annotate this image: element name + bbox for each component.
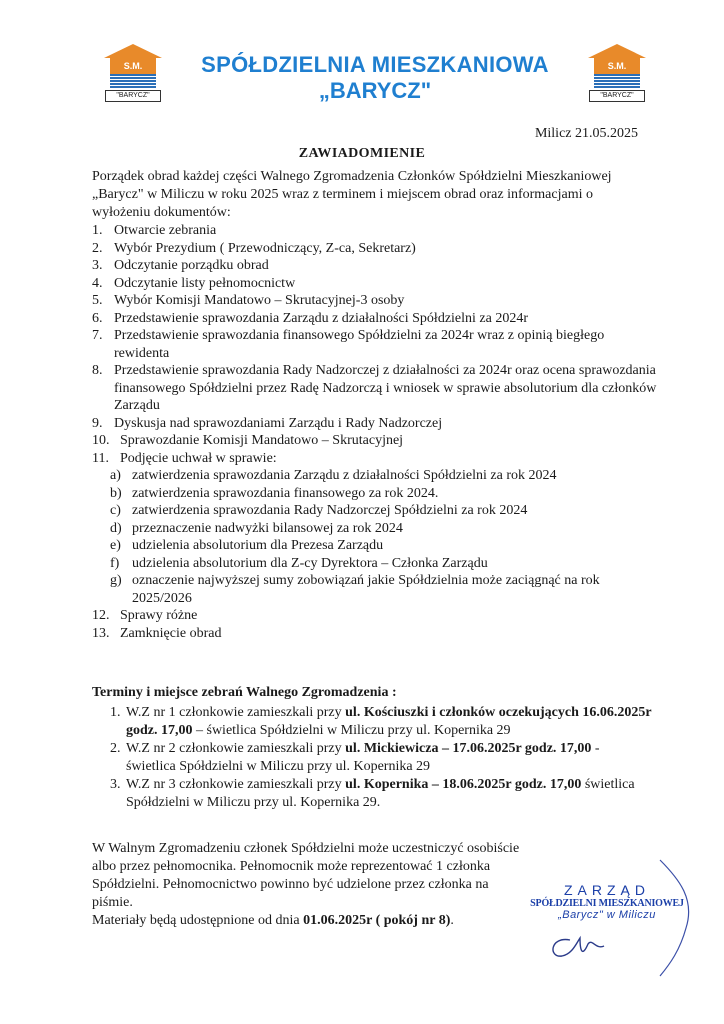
logo-initials: S.M. (594, 58, 640, 74)
closing-paragraph: W Walnym Zgromadzeniu członek Spółdzielni może uczestniczyć osobiście albo przez pełnomocnika. Pełnomocnik może reprezentować 1 członka Spółdzielni. Pełnomocnictwo powinno być udzielone przez członka na piśmie. Materiały będą udostępnione od dnia 01.06.2025r ( pokój nr 8). (92, 841, 520, 928)
terms-list (92, 704, 652, 812)
letterhead (150, 52, 600, 104)
closing-text: W Walnym Zgromadzeniu członek Spółdzielni może uczestniczyć osobiście albo przez pełnomocnika. Pełnomocnik może reprezentować 1 członka Spółdzielni. Pełnomocnictwo powinno być udzielone przez członka na piśmie. (92, 841, 520, 910)
agenda-item: 10. Sprawozdanie Komisji Mandatowo – Skrutacyjnej (92, 433, 404, 448)
terms-heading: Terminy i miejsce zebrań Walnego Zgromadzenia : (92, 685, 397, 700)
resolution-item: f) udzielenia absolutorium dla Z-cy Dyrektora – Członka Zarządu (110, 555, 488, 571)
stamp-line3: „Barycz" w Miliczu (558, 909, 656, 921)
agenda-item: 13. Zamknięcie obrad (92, 625, 222, 641)
agenda-item: 2. Wybór Prezydium ( Przewodniczący, Z-ca, Sekretarz) (92, 240, 416, 256)
stamp-line1: ZARZĄD (564, 882, 650, 898)
letterhead-line1: SPÓŁDZIELNIA MIESZKANIOWA (201, 52, 549, 77)
agenda-item: 1. Otwarcie zebrania (92, 223, 217, 238)
terms-item: 3. W.Z nr 3 członkowie zamieszkali przy ul. Kopernika – 18.06.2025r godz. 17,00 świetlica Spółdzielni w Miliczu przy ul. Kopernika 29. (110, 777, 635, 810)
resolution-item: e) udzielenia absolutorium dla Prezesa Zarządu (110, 538, 384, 553)
agenda-item: 8. Przedstawienie sprawozdania Rady Nadzorczej z działalności za 2024r oraz ocena sprawozdania finansowego Spółdzielni przez Radę Nadzorczą i wniosek w sprawie absolutorium dla członków Zarządu (92, 363, 657, 413)
logo-name: "BARYCZ" (589, 90, 645, 102)
resolution-item: c) zatwierdzenia sprawozdania Rady Nadzorczej Spółdzielni za rok 2024 (110, 503, 528, 518)
terms-item: 1. W.Z nr 1 członkowie zamieszkali przy ul. Kościuszki i członków oczekujących 16.06.2025r godz. 17,00 – świetlica Spółdzielni w Miliczu przy ul. Kopernika 29 (110, 705, 652, 738)
agenda-item: 7. Przedstawienie sprawozdania finansowego Spółdzielni za 2024r wraz z opinią biegłego rewidenta (92, 328, 605, 361)
letterhead-line2: „BARYCZ" (318, 78, 432, 103)
resolution-item: d) przeznaczenie nadwyżki bilansowej za rok 2024 (110, 520, 403, 536)
materials-date: 01.06.2025r ( pokój nr 8) (303, 913, 451, 928)
resolution-item: a) zatwierdzenia sprawozdania Zarządu z działalności Spółdzielni za rok 2024 (110, 468, 557, 483)
stamp (522, 882, 692, 921)
agenda-item: 11. Podjęcie uchwał w sprawie: a) zatwierdzenia sprawozdania Zarządu z działalności Spółdzielni za rok 2024 b) zatwierdzenia sprawozdania finansowego za rok 2024. c) zatwierdzenia sprawozdania Rady Nadzorczej Spółdzielni za rok 2024 d) przeznaczenie nadwyżki bilansowej za rok 2024 e) udzielenia absolutorium dla Prezesa Zarządu f) udzielenia absolutorium dla Z-cy Dyrektora – Członka Zarządu g) oznaczenie najwyższej sumy zobowiązań jakie Spółdzielnia może zaciągnąć na rok 2025/2026 (92, 450, 662, 608)
stamp-line2: SPÓŁDZIELNI MIESZKANIOWEJ (530, 898, 684, 909)
agenda-list (92, 222, 662, 642)
resolutions-list (92, 467, 662, 607)
agenda-item: 9. Dyskusja nad sprawozdaniami Zarządu i Rady Nadzorczej (92, 415, 443, 431)
resolution-item: b) zatwierdzenia sprawozdania finansowego za rok 2024. (110, 485, 439, 501)
agenda-item: 12. Sprawy różne (92, 608, 198, 623)
document-title: ZAWIADOMIENIE (298, 146, 426, 161)
intro-paragraph: Porządek obrad każdej części Walnego Zgromadzenia Członków Spółdzielni Mieszkaniowej „Barycz" w Miliczu w roku 2025 wraz z terminem i miejscem obrad oraz informacjami o wyłożeniu dokumentów: (92, 169, 612, 220)
document-date: Milicz 21.05.2025 (534, 126, 638, 141)
resolution-item: g) oznaczenie najwyższej sumy zobowiązań jakie Spółdzielnia może zaciągnąć na rok 2025/2026 (110, 573, 600, 606)
agenda-item: 4. Odczytanie listy pełnomocnictw (92, 275, 296, 291)
meeting-terms (92, 684, 652, 812)
terms-item: 2. W.Z nr 2 członkowie zamieszkali przy ul. Mickiewicza – 17.06.2025r godz. 17,00 - świetlica Spółdzielni w Miliczu przy ul. Kopernika 29 (110, 741, 600, 774)
logo-initials: S.M. (110, 58, 156, 74)
logo-name: "BARYCZ" (105, 90, 161, 102)
agenda-item: 3. Odczytanie porządku obrad (92, 258, 269, 273)
agenda-item: 6. Przedstawienie sprawozdania Zarządu z działalności Spółdzielni za 2024r (92, 310, 529, 326)
logo-stripes-icon (594, 74, 640, 88)
agenda-item: 5. Wybór Komisji Mandatowo – Skrutacyjnej-3 osoby (92, 293, 405, 308)
